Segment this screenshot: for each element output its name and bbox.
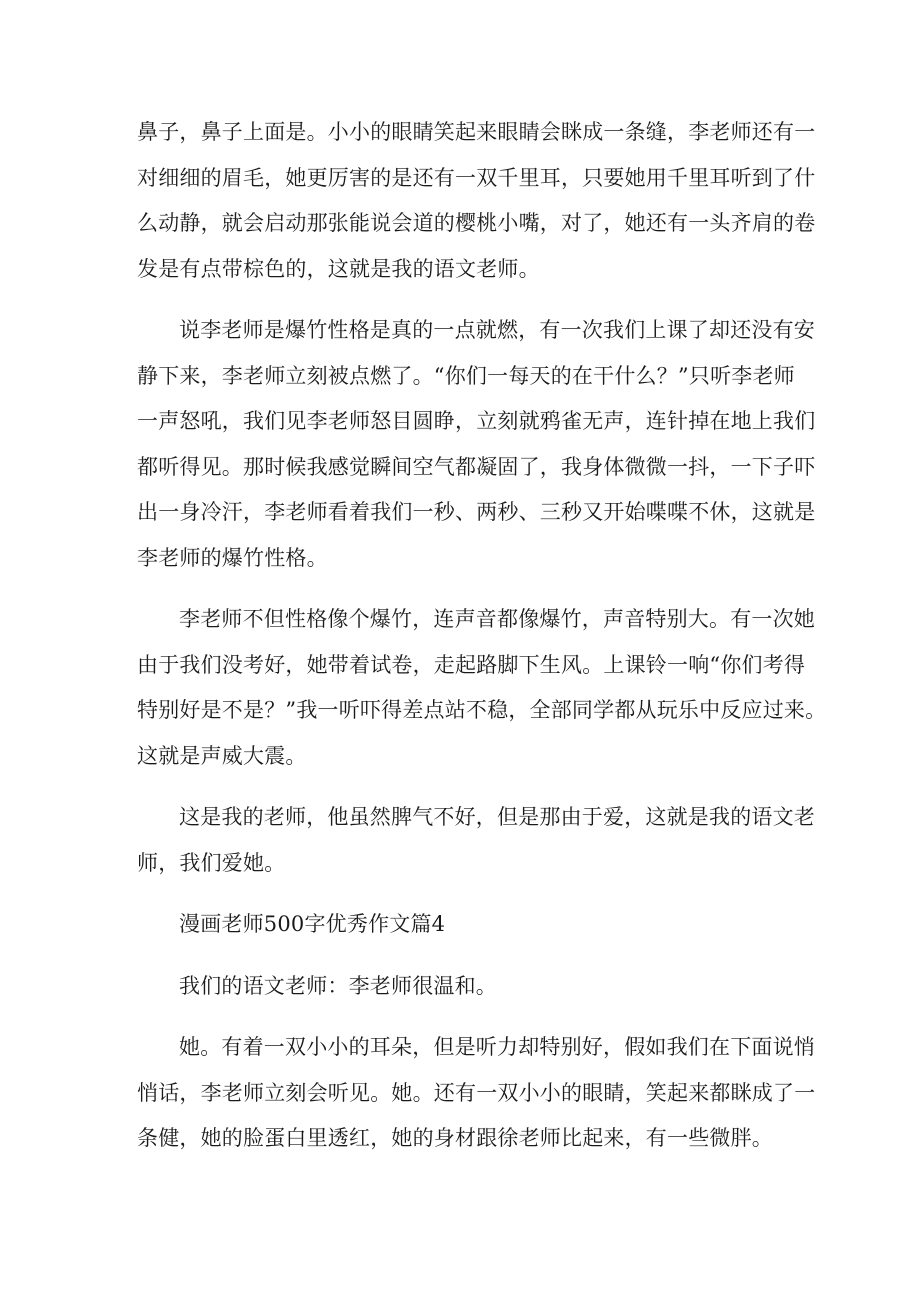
text-line: 李老师的爆竹性格。	[137, 545, 328, 570]
intro-sentence: 我们的语文老师：李老师很温和。	[179, 973, 497, 998]
text-line: 对细细的眉毛，她更厉害的是还有一双千里耳，只要她用千里耳听到了什	[137, 165, 816, 190]
essay-section-heading: 漫画老师500字优秀作文篇4	[179, 912, 446, 936]
text-line: 条健，她的脸蛋白里透红，她的身材跟徐老师比起来，有一些微胖。	[137, 1126, 773, 1150]
text-line: 都听得见。那时候我感觉瞬间空气都凝固了，我身体微微一抖，一下子吓	[137, 454, 816, 479]
text-line: 么动静，就会启动那张能说会道的樱桃小嘴，对了，她还有一头齐肩的卷	[137, 211, 816, 235]
text-line: 悄话，李老师立刻会听见。她。还有一双小小的眼睛，笑起来都眯成了一	[137, 1080, 816, 1105]
text-line: 说李老师是爆竹性格是真的一点就燃，有一次我们上课了却还没有安	[179, 318, 815, 342]
text-line: 李老师不但性格像个爆竹，连声音都像爆竹，声音特别大。有一次她	[179, 607, 815, 631]
text-line: 发是有点带棕色的，这就是我的语文老师。	[137, 256, 540, 281]
text-line: 由于我们没考好，她带着试卷，走起路脚下生风。上课铃一响“你们考得	[137, 652, 806, 677]
paragraph-firecracker-temper	[137, 308, 816, 581]
text-line: 师，我们爱她。	[137, 850, 286, 875]
essay-body	[137, 110, 827, 1178]
text-line: 一声怒吼，我们见李老师怒目圆睁，立刻就鸦雀无声，连针掉在地上我们	[137, 409, 816, 433]
text-line: 这是我的老师，他虽然脾气不好，但是那由于爱，这就是我的语文老	[179, 805, 815, 829]
paragraph-loud-voice	[137, 597, 827, 779]
text-line: 这就是声威大震。	[137, 743, 307, 768]
text-line: 静下来，李老师立刻被点燃了。“你们一每天的在干什么？”只听李老师	[137, 363, 795, 388]
text-line: 她。有着一双小小的耳朵，但是听力却特别好，假如我们在下面说悄	[179, 1035, 815, 1059]
text-line: 出一身冷汗，李老师看着我们一秒、两秒、三秒又开始喋喋不休，这就是	[137, 500, 816, 524]
text-line: 特别好是不是？”我一听吓得差点站不稳，全部同学都从玩乐中反应过来。	[137, 698, 827, 722]
paragraph-conclusion	[137, 795, 815, 886]
paragraph-appearance	[137, 110, 816, 292]
text-line: 鼻子，鼻子上面是。小小的眼睛笑起来眼睛会眯成一条缝，李老师还有一	[137, 120, 816, 144]
paragraph-final	[137, 1025, 816, 1162]
